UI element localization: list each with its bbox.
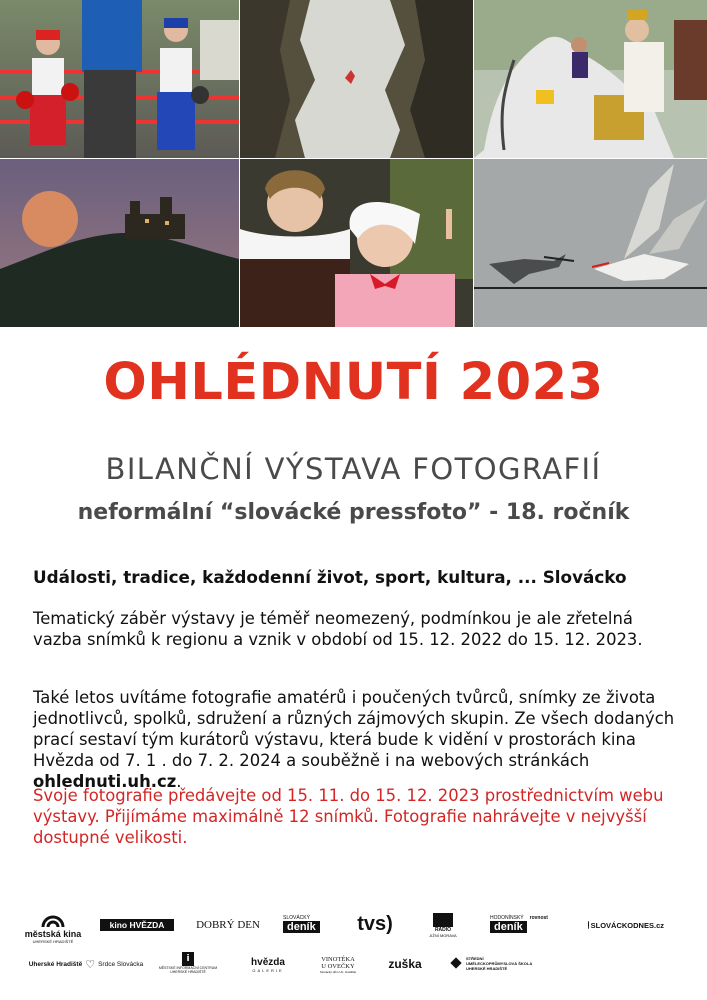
logo-mestska-kina-text: městská kina bbox=[24, 928, 82, 939]
logo-uh-srdce-slovacka bbox=[30, 955, 142, 973]
logo-info-text: MĚSTSKÉ INFORMAČNÍ CENTRUM bbox=[158, 966, 218, 970]
photo-grid bbox=[0, 0, 707, 327]
logo-skola-3: UHERSKÉ HRADIŠTĚ bbox=[466, 965, 508, 971]
logo-dobry-den bbox=[196, 917, 260, 933]
edition-line: neformální “slovácké pressfoto” - 18. ročník bbox=[77, 500, 630, 525]
logo-zuska bbox=[384, 955, 426, 973]
page-subtitle: BILANČNÍ VÝSTAVA FOTOGRAFIÍ bbox=[105, 452, 602, 486]
website-link[interactable]: ohlednuti.uh.cz bbox=[33, 772, 177, 791]
logo-vinoteka-text: VINOTÉKA bbox=[321, 956, 355, 963]
paragraph-details bbox=[33, 687, 683, 792]
page-title: OHLÉDNUTÍ 2023 bbox=[103, 353, 604, 412]
logo-hodoninsky-denik bbox=[490, 913, 562, 935]
logo-hodoninsky-top: HODONÍNSKÝ bbox=[490, 915, 524, 921]
photo-boxing bbox=[0, 0, 239, 158]
logo-mestska-kina-sub: UHERSKÉ HRADIŠTĚ bbox=[32, 938, 74, 944]
logo-info-sub: UHERSKÉ HRADIŠTĚ bbox=[170, 970, 206, 974]
logo-zuska-text: zuška bbox=[388, 957, 422, 971]
logo-tvs-text: tvs) bbox=[357, 912, 393, 935]
paragraph-details-end: . bbox=[176, 772, 182, 791]
logo-hodoninsky-right: rovnost bbox=[529, 915, 548, 921]
logo-skola-2: UMĚLECKOPRŮMYSLOVÁ ŠKOLA bbox=[466, 960, 533, 966]
photo-ski-jump bbox=[240, 0, 473, 158]
logo-radio bbox=[426, 910, 460, 940]
logo-slovacky-denik bbox=[283, 913, 327, 935]
logo-kino-hvezda-text: kino HVĚZDA bbox=[109, 920, 165, 930]
photo-girls-costume bbox=[240, 159, 473, 327]
logo-skola bbox=[452, 951, 544, 975]
logo-mestska-kina bbox=[24, 909, 82, 949]
sponsor-logos bbox=[0, 905, 707, 1000]
logo-tvs bbox=[355, 913, 395, 935]
photo-terns bbox=[474, 159, 707, 327]
logo-vinoteka-sub: Slovácký dům Uh. Hradiště bbox=[319, 970, 357, 974]
heart-icon: ♡ bbox=[85, 957, 96, 971]
logo-uh-text: Uherské Hradiště bbox=[28, 960, 83, 968]
logo-skola-1: STŘEDNÍ bbox=[466, 955, 484, 961]
dot-icon bbox=[588, 921, 589, 929]
logo-info-centrum bbox=[160, 947, 216, 979]
logo-slovacky-denik-text: deník bbox=[283, 921, 320, 933]
logo-radio-sub: JIŽNÍ MORAVA bbox=[429, 932, 457, 938]
logo-hvezda-text: hvězda bbox=[251, 957, 285, 968]
logo-slovackodnes-text: SLOVÁCKODNES.cz bbox=[590, 920, 664, 930]
logo-hvezda-sub: GALERIE bbox=[252, 968, 284, 973]
tagline: Události, tradice, každodenní život, sport, kultura, ... Slovácko bbox=[33, 567, 627, 587]
submission-note: Svoje fotografie předávejte od 15. 11. do 15. 12. 2023 prostřednictvím webu výstavy. Přijímáme maximálně 12 snímků. Fotografie nahrávejte v nejvyšší dostupné velikosti. bbox=[33, 786, 664, 847]
logo-slovacky-denik-top: SLOVÁCKÝ bbox=[283, 915, 310, 921]
logo-slovackodnes bbox=[588, 917, 664, 933]
photo-castle-moon bbox=[0, 159, 239, 327]
logo-kino-hvezda bbox=[100, 919, 174, 931]
photo-king-on-horse bbox=[474, 0, 707, 158]
logo-hvezda-galerie bbox=[240, 953, 296, 977]
logo-radio-text: RADIO bbox=[434, 926, 452, 933]
logo-dobry-den-text: DOBRÝ DEN bbox=[196, 919, 260, 931]
paragraph-details-text: Také letos uvítáme fotografie amatérů i poučených tvůrců, snímky ze života jednotlivců, spolků, sdružení a různých zájmových skupin. Ze všech dodaných prací sestaví tým kurátorů výstavu, která bude k vidění v prostorách kina Hvězda od 7. 1 . do 7. 2. 2024 a souběžně i na webových stránkách bbox=[33, 688, 675, 770]
logo-vinoteka bbox=[312, 951, 364, 979]
info-icon: i bbox=[182, 952, 194, 966]
logo-srdce-text: Srdce Slovácka bbox=[98, 960, 144, 968]
diamond-icon bbox=[450, 957, 461, 968]
logo-vinoteka-b: U OVEČKY bbox=[321, 963, 355, 970]
wifi-arc-icon bbox=[41, 915, 65, 929]
radio-icon bbox=[433, 913, 453, 927]
logo-hodoninsky-text: deník bbox=[490, 921, 527, 933]
paragraph-theme: Tematický záběr výstavy je téměř neomezený, podmínkou je ale zřetelná vazba snímků k regionu a vznik v období od 15. 12. 2022 do 15. 12. 2023. bbox=[33, 609, 643, 649]
